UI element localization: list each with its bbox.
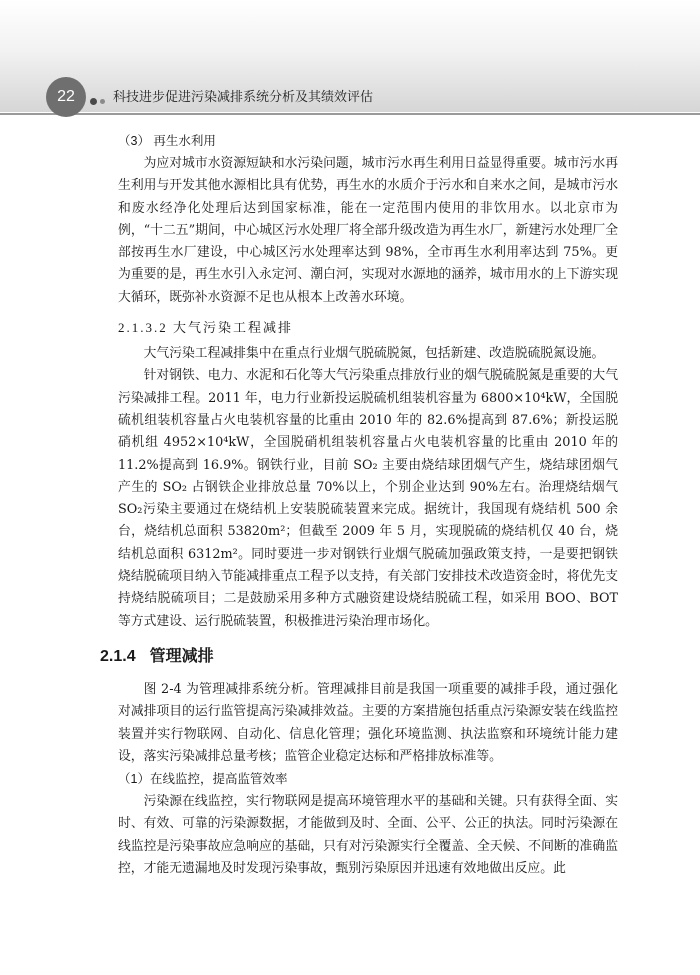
paragraph-air-pollution-intro: 大气污染工程减排集中在重点行业烟气脱硫脱氮，包括新建、改造脱硫脱氮设施。 (143, 346, 605, 362)
header-divider (0, 113, 700, 115)
subsection-heading-online-monitoring: （1）在线监控，提高监管效率 (118, 772, 288, 787)
page-header (0, 0, 700, 130)
section-number: 2.1.4 (100, 647, 136, 665)
section-heading-management (100, 645, 618, 669)
paragraph-online-monitoring: 污染源在线监控，实行物联网是提高环境管理水平的基础和关键。只有获得全面、实时、有效、可靠的污染源数据，才能做到及时、全面、公平、公正的执法。同时污染源在线监控是污染事故应急响应的基础，只有对污染源实行全覆盖、全天候、不间断的准确监控，才能无遗漏地及时发现污染事故，甄别污染原因并迅速有效地做出反应。此 (118, 794, 618, 877)
bullet-dots-icon (90, 90, 108, 109)
light-dot-icon (100, 99, 105, 104)
page-body (100, 128, 618, 880)
page-number: 22 (46, 77, 86, 117)
paragraph-reclaimed-water: 为应对城市水资源短缺和水污染问题，城市污水再生利用日益显得重要。城市污水再生利用与开发其他水源相比具有优势，再生水的水质介于污水和自来水之间，是城市污水和废水经净化处理后达到国家标准，能在一定范围内使用的非饮用水。以北京市为例，“十二五”期间，中心城区污水处理厂将全部升级改造为再生水厂，新建污水处理厂全部按再生水厂建设，中心城区污水处理率达到 98%，全市再生水利用率达到 75%。更为重要的是，再生水引入永定河、潮白河，实现对水源地的涵养，城市用水的上下游实现大循环，既弥补水资源不足也从根本上改善水环境。 (118, 156, 618, 305)
running-title: 科技进步促进污染减排系统分析及其绩效评估 (113, 89, 374, 104)
paragraph-air-pollution-detail: 针对钢铁、电力、水泥和石化等大气污染重点排放行业的烟气脱硫脱氮是重要的大气污染减排工程。2011 年，电力行业新投运脱硫机组装机容量为 6800×10⁴kW，全国脱硫机组装机容量占火电装机容量的比重由 2010 年的 82.6%提高到 87.6%；新投运脱硝机组 4952×10⁴kW，全国脱硝机组装机容量占火电装机容量的比重由 2010 年的 11.2%提高到 16.9%。钢铁行业，目前 SO₂ 主要由烧结球团烟气产生，烧结球团烟气产生的 SO₂ 占钢铁企业排放总量 70%以上，个别企业达到 90%左右。治理烧结烟气 SO₂污染主要通过在烧结机上安装脱硫装置来完成。据统计，我国现有烧结机 500 余台，烧结机总面积 53820m²；但截至 2009 年 5 月，实现脱硫的烧结机仅 40 台，烧结机总面积 6312m²。同时要进一步对钢铁行业烟气脱硫加强政策支持，一是要把钢铁烧结脱硫项目纳入节能减排重点工程予以支持，有关部门安排技术改造资金时，将优先支持烧结脱硫项目；二是鼓励采用多种方式融资建设烧结脱硫工程，如采用 BOO、BOT 等方式建设、运行脱硫装置，积极推进污染治理市场化。 (118, 368, 618, 629)
section-title: 管理减排 (149, 647, 214, 665)
paragraph-management: 图 2-4 为管理减排系统分析。管理减排目前是我国一项重要的减排手段，通过强化对减排项目的运行监管提高污染减排效益。主要的方案措施包括重点污染源安装在线监控装置并实行物联网、自动化、信息化管理；强化环境监测、执法监察和环境统计能力建设，落实污染减排总量考核；监管企业稳定达标和严格排放标准等。 (118, 681, 618, 764)
subsection-heading-reclaimed-water: （3） 再生水利用 (118, 134, 216, 148)
section-heading-air-pollution: 2.1.3.2 大气污染工程减排 (118, 320, 294, 336)
dark-dot-icon (90, 98, 97, 105)
